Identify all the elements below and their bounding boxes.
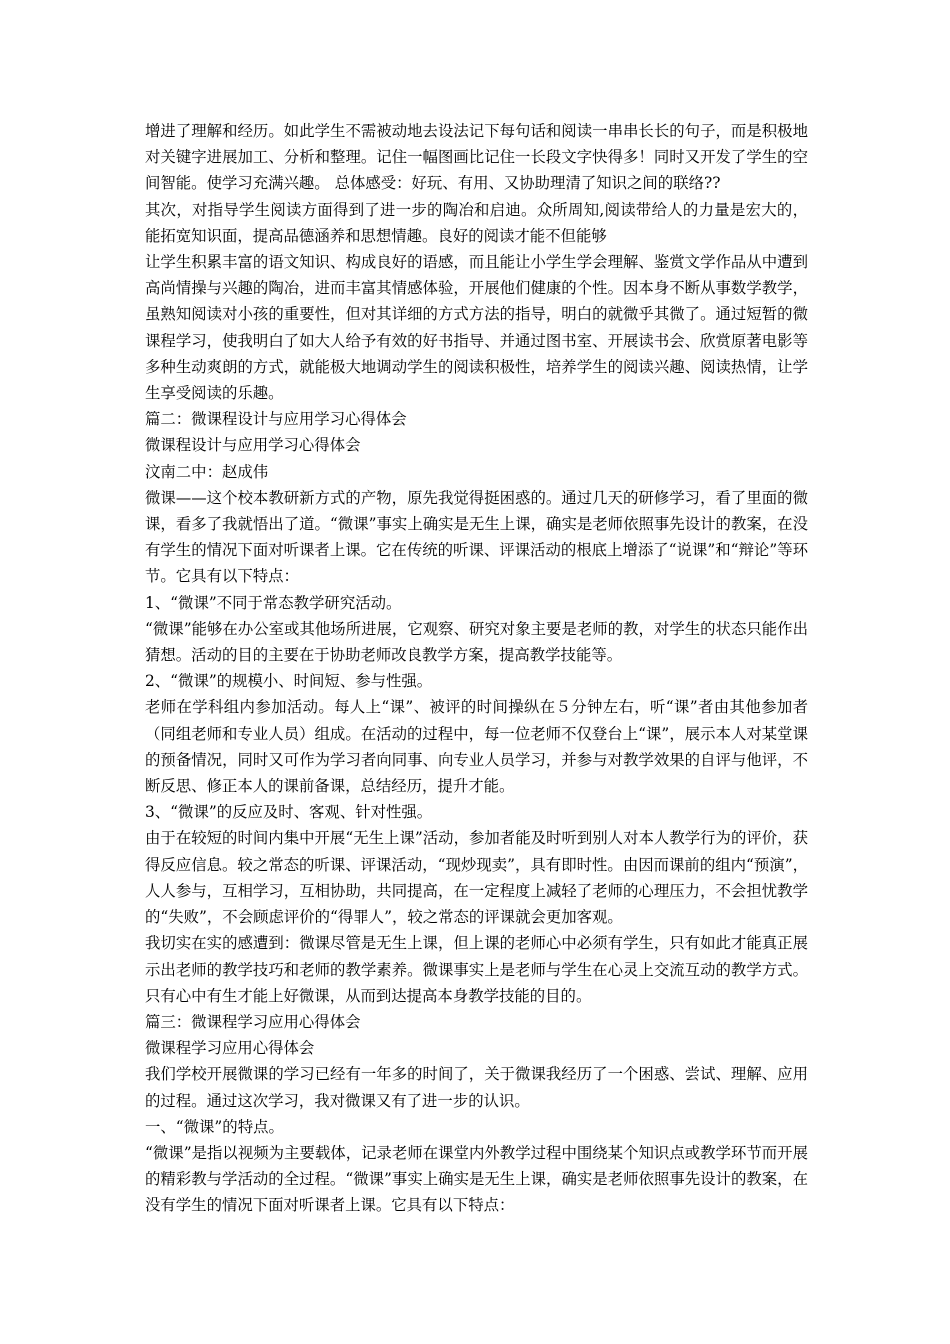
- author-line: 汶南二中：赵成伟: [145, 462, 269, 481]
- paragraph-2: 其次，对指导学生阅读方面得到了进一步的陶冶和启迪。众所周知,阅读带给人的力量是宏大的，能拓宽知识面，提高品德涵养和思想情趣。良好的阅读才能不但能够: [145, 200, 808, 245]
- point-1-heading: 1、“微课”不同于常态教学研究活动。: [145, 593, 402, 612]
- section-heading-2: 篇二：微课程设计与应用学习心得体会: [145, 410, 407, 429]
- paragraph-19: “微课”是指以视频为主要载体，记录老师在课堂内外教学过程中围绕某个知识点或教学环节而开展的精彩教与学活动的全过程。“微课”事实上确实是无生上课，确实是老师依照事先设计的教案，在没有学生的情况下面对听课者上课。它具有以下特点：: [145, 1143, 808, 1215]
- article-title-2: 微课程设计与应用学习心得体会: [145, 436, 361, 455]
- subsection-heading-1: 一、“微课”的特点。: [145, 1117, 284, 1136]
- point-3-heading: 3、“微课”的反应及时、客观、针对性强。: [145, 803, 433, 822]
- paragraph-3: 让学生积累丰富的语文知识、构成良好的语感，而且能让小学生学会理解、鉴赏文学作品从中遭到高尚情操与兴趣的陶冶，进而丰富其情感体验，开展他们健康的个性。因本身不断从事数学教学，虽熟知阅读对小孩的重要性，但对其详细的方式方法的指导，明白的就微乎其微了。通过短暂的微课程学习，使我明白了如大人给予有效的好书指导、并通过图书室、开展读书会、欣赏原著电影等多种生动爽朗的方式，就能极大地调动学生的阅读积极性，培养学生的阅读兴趣、阅读热情，让学生享受阅读的乐趣。: [145, 253, 808, 403]
- paragraph-17: 我们学校开展微课的学习已经有一年多的时间了，关于微课我经历了一个困惑、尝试、理解、应用的过程。通过这次学习，我对微课又有了进一步的认识。: [145, 1065, 808, 1110]
- point-2-heading: 2、“微课”的规模小、时间短、参与性强。: [145, 672, 433, 691]
- paragraph-14: 我切实在实的感遭到：微课尽管是无生上课，但上课的老师心中必须有学生，只有如此才能真正展示出老师的教学技巧和老师的教学素养。微课事实上是老师与学生在心灵上交流互动的教学方式。只有心中有生才能上好微课，从而到达提高本身教学技能的目的。: [145, 934, 808, 1005]
- paragraph-13: 由于在较短的时间内集中开展“无生上课”活动，参加者能及时听到别人对本人教学行为的评价，获得反应信息。较之常态的听课、评课活动，“现炒现卖”，具有即时性。由因而课前的组内“预演”，人人参与，互相学习，互相协助，共同提高，在一定程度上减轻了老师的心理压力，不会担忧教学的“失败”，不会顾虑评价的“得罪人”，较之常态的评课就会更加客观。: [145, 829, 808, 927]
- section-heading-3: 篇三：微课程学习应用心得体会: [145, 1012, 361, 1031]
- paragraph-1: 增进了理解和经历。如此学生不需被动地去设法记下每句话和阅读一串串长长的句子，而是积极地对关键字进展加工、分析和整理。记住一幅图画比记住一长段文字快得多！同时又开发了学生的空间智能。使学习充满兴趣。 总体感受：好玩、有用、又协助理清了知识之间的联络??: [145, 122, 808, 193]
- document-page: [145, 118, 808, 1219]
- paragraph-9: “微课”能够在办公室或其他场所进展，它观察、研究对象主要是老师的教，对学生的状态只能作出猜想。活动的目的主要在于协助老师改良教学方案，提高教学技能等。: [145, 619, 808, 665]
- article-title-3: 微课程学习应用心得体会: [145, 1039, 315, 1058]
- paragraph-7: 微课——这个校本教研新方式的产物，原先我觉得挺困惑的。通过几天的研修学习，看了里面的微课，看多了我就悟出了道。“微课”事实上确实是无生上课，确实是老师依照事先设计的教案，在没有学生的情况下面对听课者上课。它在传统的听课、评课活动的根底上增添了“说课”和“辩论”等环节。它具有以下特点：: [145, 488, 808, 586]
- paragraph-11: 老师在学科组内参加活动。每人上“课”、被评的时间操纵在５分钟左右，听“课”者由其他参加者（同组老师和专业人员）组成。在活动的过程中，每一位老师不仅登台上“课”，展示本人对某堂课的预备情况，同时又可作为学习者向同事、向专业人员学习，并参与对教学效果的自评与他评，不断反思、修正本人的课前备课，总结经历，提升才能。: [145, 698, 808, 796]
